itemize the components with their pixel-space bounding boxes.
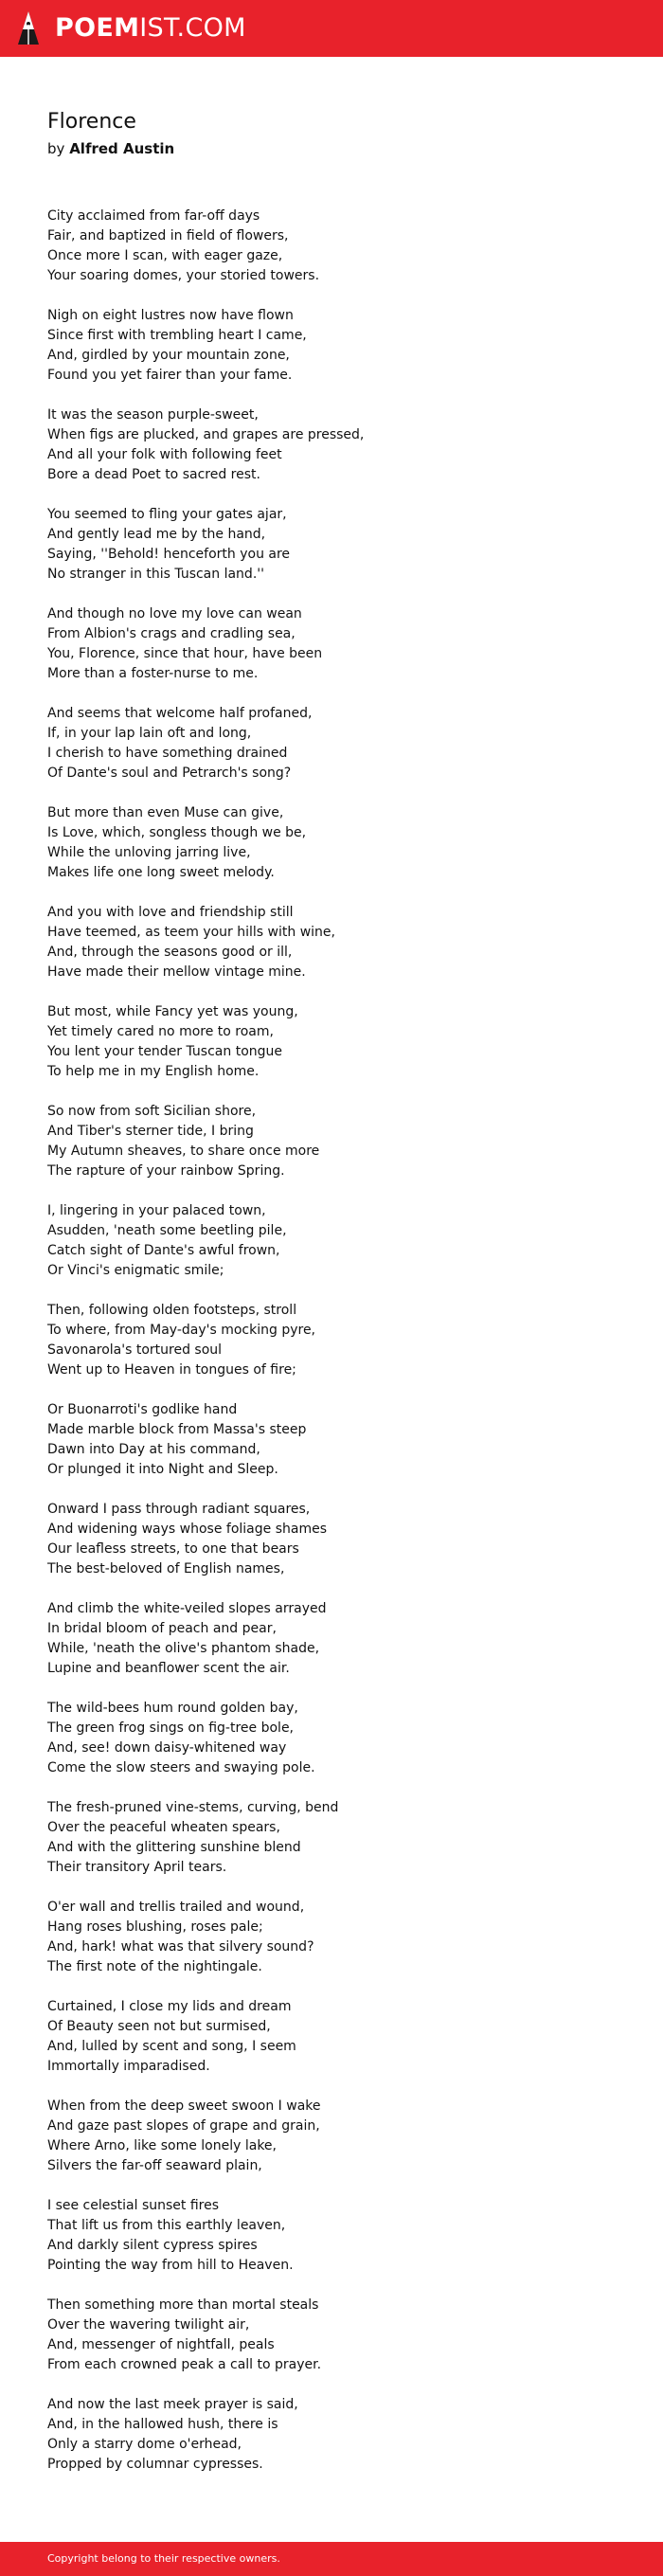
stanza: [47, 1002, 635, 1082]
stanza: [47, 1201, 635, 1281]
poem-line: The first note of the nightingale.: [47, 1959, 262, 1974]
poem-line: Saying, ''Behold! henceforth you are: [47, 547, 291, 562]
pen-nib-icon[interactable]: [16, 10, 41, 46]
poem-line: Dawn into Day at his command,: [47, 1442, 260, 1457]
poem-title: Florence: [47, 110, 136, 134]
poem-line: And now the last meek prayer is said,: [47, 2397, 298, 2412]
poem-line: Hang roses blushing, roses pale;: [47, 1919, 263, 1935]
poem-line: And, hark! what was that silvery sound?: [47, 1939, 314, 1955]
poem-line: Have teemed, as teem your hills with wine,: [47, 925, 335, 940]
poem-line: But most, while Fancy yet was young,: [47, 1004, 298, 1019]
stanza: [47, 1102, 635, 1181]
poem-line: And widening ways whose foliage shames: [47, 1522, 327, 1537]
logo-text-light: IST.COM: [139, 13, 246, 43]
poem-line: Nigh on eight lustres now have flown: [47, 308, 294, 323]
poem-line: When from the deep sweet swoon I wake: [47, 2099, 321, 2114]
poem-line: To help me in my English home.: [47, 1064, 260, 1079]
poem-line: More than a foster-nurse to me.: [47, 666, 259, 681]
poem-line: And though no love my love can wean: [47, 606, 302, 621]
stanza: [47, 1301, 635, 1380]
poem-line: When figs are plucked, and grapes are pressed,: [47, 427, 365, 442]
poem-line: The green frog sings on fig-tree bole,: [47, 1720, 295, 1736]
poem-line: Then something more than mortal steals: [47, 2297, 319, 2313]
poem-line: Over the wavering twilight air,: [47, 2317, 250, 2333]
poem-line: And, through the seasons good or ill,: [47, 945, 293, 960]
poem-line: Or Buonarroti's godlike hand: [47, 1402, 238, 1417]
stanza: [47, 1898, 635, 1977]
stanza: [47, 1997, 635, 2077]
poem-line: You lent your tender Tuscan tongue: [47, 1044, 283, 1059]
poem-line: Pointing the way from hill to Heaven.: [47, 2258, 294, 2273]
poem-line: The fresh-pruned vine-stems, curving, bend: [47, 1800, 339, 1815]
stanza: [47, 2097, 635, 2176]
poem-line: Or Vinci's enigmatic smile;: [47, 1263, 224, 1278]
poem-line: To where, from May-day's mocking pyre,: [47, 1323, 316, 1338]
poem-line: I cherish to have something drained: [47, 746, 288, 761]
poem-line: Since first with trembling heart I came,: [47, 328, 307, 343]
poem-line: From each crowned peak a call to prayer.: [47, 2357, 322, 2372]
poem-line: Our leafless streets, to one that bears: [47, 1541, 299, 1557]
poem-line: Your soaring domes, your storied towers.: [47, 268, 320, 283]
stanza: [47, 1798, 635, 1878]
stanza: [47, 903, 635, 982]
poem-line: And darkly silent cypress spires: [47, 2238, 258, 2253]
poem-line: And gently lead me by the hand,: [47, 527, 266, 542]
site-header: [0, 0, 663, 57]
stanza: [47, 1599, 635, 1679]
poem-line: Catch sight of Dante's awful frown,: [47, 1243, 280, 1258]
by-label: by: [47, 140, 65, 157]
stanza: [47, 405, 635, 485]
site-footer: [0, 2542, 663, 2576]
poem-line: O'er wall and trellis trailed and wound,: [47, 1900, 305, 1915]
poem-line: In bridal bloom of peach and pear,: [47, 1621, 277, 1636]
poem-line: Went up to Heaven in tongues of fire;: [47, 1362, 296, 1378]
poem-line: The best-beloved of English names,: [47, 1561, 285, 1576]
poem-line: Their transitory April tears.: [47, 1860, 227, 1875]
poem-line: From Albion's crags and cradling sea,: [47, 626, 296, 641]
poem-line: Over the peaceful wheaten spears,: [47, 1820, 280, 1835]
poem-line: Yet timely cared no more to roam,: [47, 1024, 274, 1039]
poem-line: And Tiber's sterner tide, I bring: [47, 1124, 254, 1139]
stanza: [47, 505, 635, 585]
poem-line: But more than even Muse can give,: [47, 805, 284, 820]
poem-line: The rapture of your rainbow Spring.: [47, 1163, 285, 1179]
poem-line: Curtained, I close my lids and dream: [47, 1999, 292, 2014]
poem-line: Asudden, 'neath some beetling pile,: [47, 1223, 287, 1238]
poem-line: Where Arno, like some lonely lake,: [47, 2138, 277, 2153]
stanza: [47, 704, 635, 784]
poem-line: Is Love, which, songless though we be,: [47, 825, 307, 840]
poem-line: And with the glittering sunshine blend: [47, 1840, 301, 1855]
poem-line: You, Florence, since that hour, have been: [47, 646, 323, 661]
poem-line: The wild-bees hum round golden bay,: [47, 1701, 298, 1716]
poem-line: Come the slow steers and swaying pole.: [47, 1760, 315, 1775]
poem-line: Have made their mellow vintage mine.: [47, 964, 306, 980]
poem-line: While, 'neath the olive's phantom shade,: [47, 1641, 320, 1656]
poem-line: Silvers the far-off seaward plain,: [47, 2158, 262, 2173]
stanza: [47, 207, 635, 286]
poem-line: Only a starry dome o'erhead,: [47, 2437, 242, 2452]
poem-line: And climb the white-veiled slopes arrayed: [47, 1601, 327, 1616]
poem-line: If, in your lap lain oft and long,: [47, 726, 252, 741]
stanza: [47, 306, 635, 386]
poem-line: And seems that welcome half profaned,: [47, 706, 313, 721]
stanza: [47, 1699, 635, 1778]
poem-author[interactable]: Alfred Austin: [69, 140, 175, 157]
poem-line: Made marble block from Massa's steep: [47, 1422, 307, 1437]
poem-line: While the unloving jarring live,: [47, 845, 251, 860]
poem-line: And gaze past slopes of grape and grain,: [47, 2118, 320, 2134]
poem-line: Onward I pass through radiant squares,: [47, 1502, 311, 1517]
poem-line: And, lulled by scent and song, I seem: [47, 2039, 296, 2054]
stanza: [47, 604, 635, 684]
poem-line: No stranger in this Tuscan land.'': [47, 567, 264, 582]
stanza: [47, 1500, 635, 1579]
poem-line: Once more I scan, with eager gaze,: [47, 248, 283, 263]
poem-line: And, messenger of nightfall, peals: [47, 2337, 275, 2352]
poem-line: Bore a dead Poet to sacred rest.: [47, 467, 260, 482]
poem-line: And, girdled by your mountain zone,: [47, 348, 290, 363]
poem-line: Or plunged it into Night and Sleep.: [47, 1462, 278, 1477]
poem-line: And all your folk with following feet: [47, 447, 282, 462]
poem-line: And you with love and friendship still: [47, 905, 294, 920]
poem-line: And, in the hallowed hush, there is: [47, 2417, 278, 2432]
stanza: [47, 1400, 635, 1480]
poem-line: It was the season purple-sweet,: [47, 407, 259, 423]
poem-line: And, see! down daisy-whitened way: [47, 1740, 287, 1756]
poem-line: Fair, and baptized in field of flowers,: [47, 228, 289, 243]
poem-line: Of Dante's soul and Petrarch's song?: [47, 766, 292, 781]
poem-line: I, lingering in your palaced town,: [47, 1203, 266, 1218]
poem-line: Of Beauty seen not but surmised,: [47, 2019, 271, 2034]
logo-text-bold: POEM: [55, 13, 140, 43]
poem-line: That lift us from this earthly leaven,: [47, 2218, 286, 2233]
poem-body: [47, 207, 635, 2495]
site-logo[interactable]: [55, 12, 246, 45]
stanza: [47, 2196, 635, 2276]
poem-byline: [47, 139, 174, 158]
poem-line: Found you yet fairer than your fame.: [47, 368, 293, 383]
poem-line: Lupine and beanflower scent the air.: [47, 1661, 290, 1676]
poem-line: Propped by columnar cypresses.: [47, 2457, 263, 2472]
poem-line: Immortally imparadised.: [47, 2059, 210, 2074]
poem-line: I see celestial sunset fires: [47, 2198, 220, 2213]
poem-line: Savonarola's tortured soul: [47, 1342, 223, 1358]
poem-line: Makes life one long sweet melody.: [47, 865, 275, 880]
stanza: [47, 803, 635, 883]
poem-line: You seemed to fling your gates ajar,: [47, 507, 287, 522]
poem-line: My Autumn sheaves, to share once more: [47, 1144, 320, 1159]
poem-line: So now from soft Sicilian shore,: [47, 1104, 257, 1119]
poem-line: Then, following olden footsteps, stroll: [47, 1303, 297, 1318]
copyright-text: Copyright belong to their respective owners.: [47, 2552, 280, 2565]
stanza: [47, 2395, 635, 2475]
stanza: [47, 2296, 635, 2375]
poem-line: City acclaimed from far-off days: [47, 208, 260, 224]
